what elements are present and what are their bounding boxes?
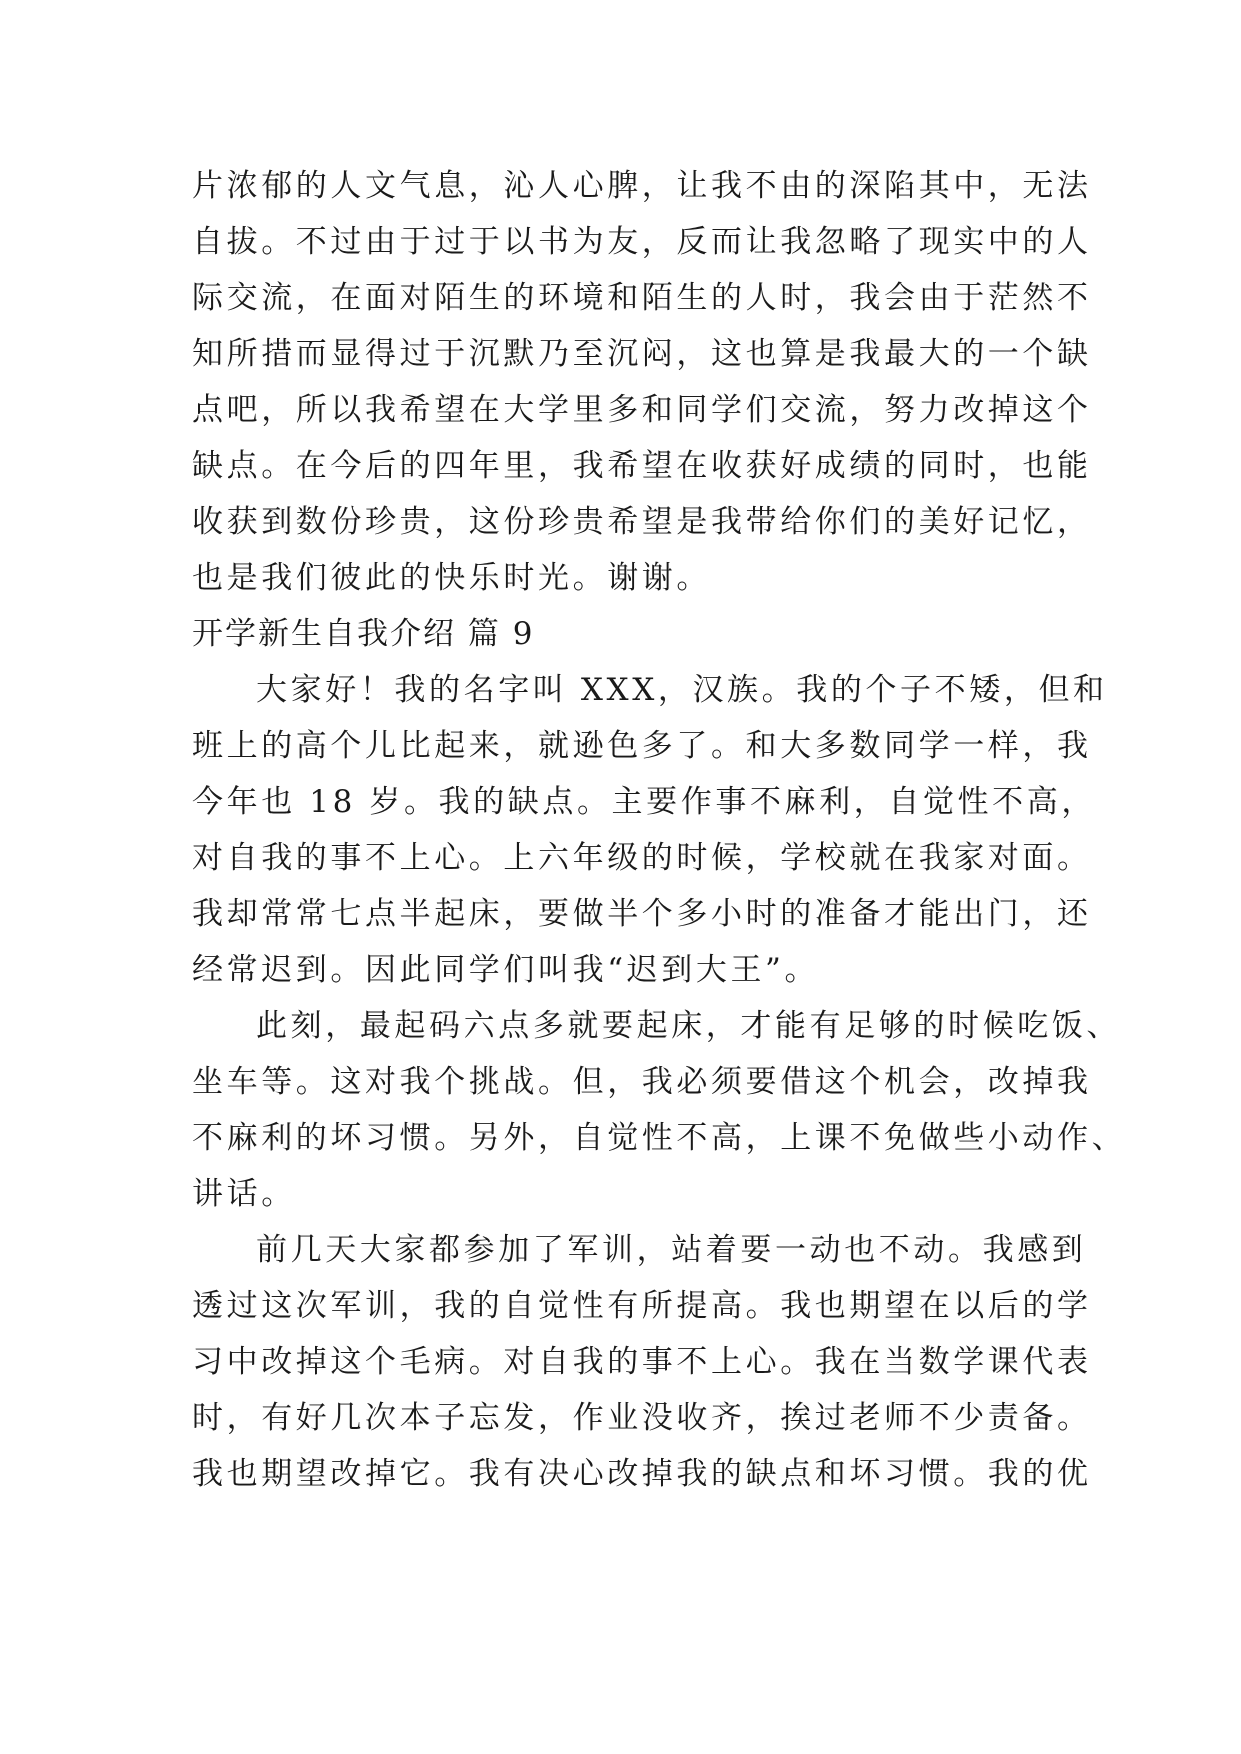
- text-line: 今年也 18 岁。我的缺点。主要作事不麻利，自觉性不高，: [192, 784, 1096, 820]
- text-line: 时，有好几次本子忘发，作业没收齐，挨过老师不少责备。: [192, 1400, 1092, 1436]
- text-line: 大家好！我的名字叫 XXX，汉族。我的个子不矮，但和: [256, 672, 1108, 708]
- text-line: 际交流，在面对陌生的环境和陌生的人时，我会由于茫然不: [192, 280, 1092, 316]
- text-line: 不麻利的坏习惯。另外，自觉性不高，上课不免做些小动作、: [192, 1120, 1127, 1156]
- text-line: 点吧，所以我希望在大学里多和同学们交流，努力改掉这个: [192, 392, 1092, 428]
- text-line: 片浓郁的人文气息，沁人心脾，让我不由的深陷其中，无法: [192, 168, 1092, 204]
- text-line: 坐车等。这对我个挑战。但，我必须要借这个机会，改掉我: [192, 1064, 1092, 1100]
- text-line: 班上的高个儿比起来，就逊色多了。和大多数同学一样，我: [192, 728, 1092, 764]
- text-line: 收获到数份珍贵，这份珍贵希望是我带给你们的美好记忆，: [192, 504, 1092, 540]
- section-heading: 开学新生自我介绍 篇 9: [192, 616, 535, 652]
- text-line: 经常迟到。因此同学们叫我“迟到大王”。: [192, 952, 820, 988]
- text-line: 也是我们彼此的快乐时光。谢谢。: [192, 560, 711, 596]
- text-line: 前几天大家都参加了军训，站着要一动也不动。我感到: [256, 1232, 1087, 1268]
- text-line: 透过这次军训，我的自觉性有所提高。我也期望在以后的学: [192, 1288, 1092, 1324]
- text-line: 习中改掉这个毛病。对自我的事不上心。我在当数学课代表: [192, 1344, 1092, 1380]
- text-line: 缺点。在今后的四年里，我希望在收获好成绩的同时，也能: [192, 448, 1092, 484]
- text-line: 我却常常七点半起床，要做半个多小时的准备才能出门，还: [192, 896, 1092, 932]
- text-line: 自拔。不过由于过于以书为友，反而让我忽略了现实中的人: [192, 224, 1092, 260]
- text-line: 讲话。: [192, 1176, 296, 1212]
- text-line: 此刻，最起码六点多就要起床，才能有足够的时候吃饭、: [256, 1008, 1121, 1044]
- text-line: 对自我的事不上心。上六年级的时候，学校就在我家对面。: [192, 840, 1092, 876]
- text-line: 我也期望改掉它。我有决心改掉我的缺点和坏习惯。我的优: [192, 1456, 1092, 1492]
- text-line: 知所措而显得过于沉默乃至沉闷，这也算是我最大的一个缺: [192, 336, 1092, 372]
